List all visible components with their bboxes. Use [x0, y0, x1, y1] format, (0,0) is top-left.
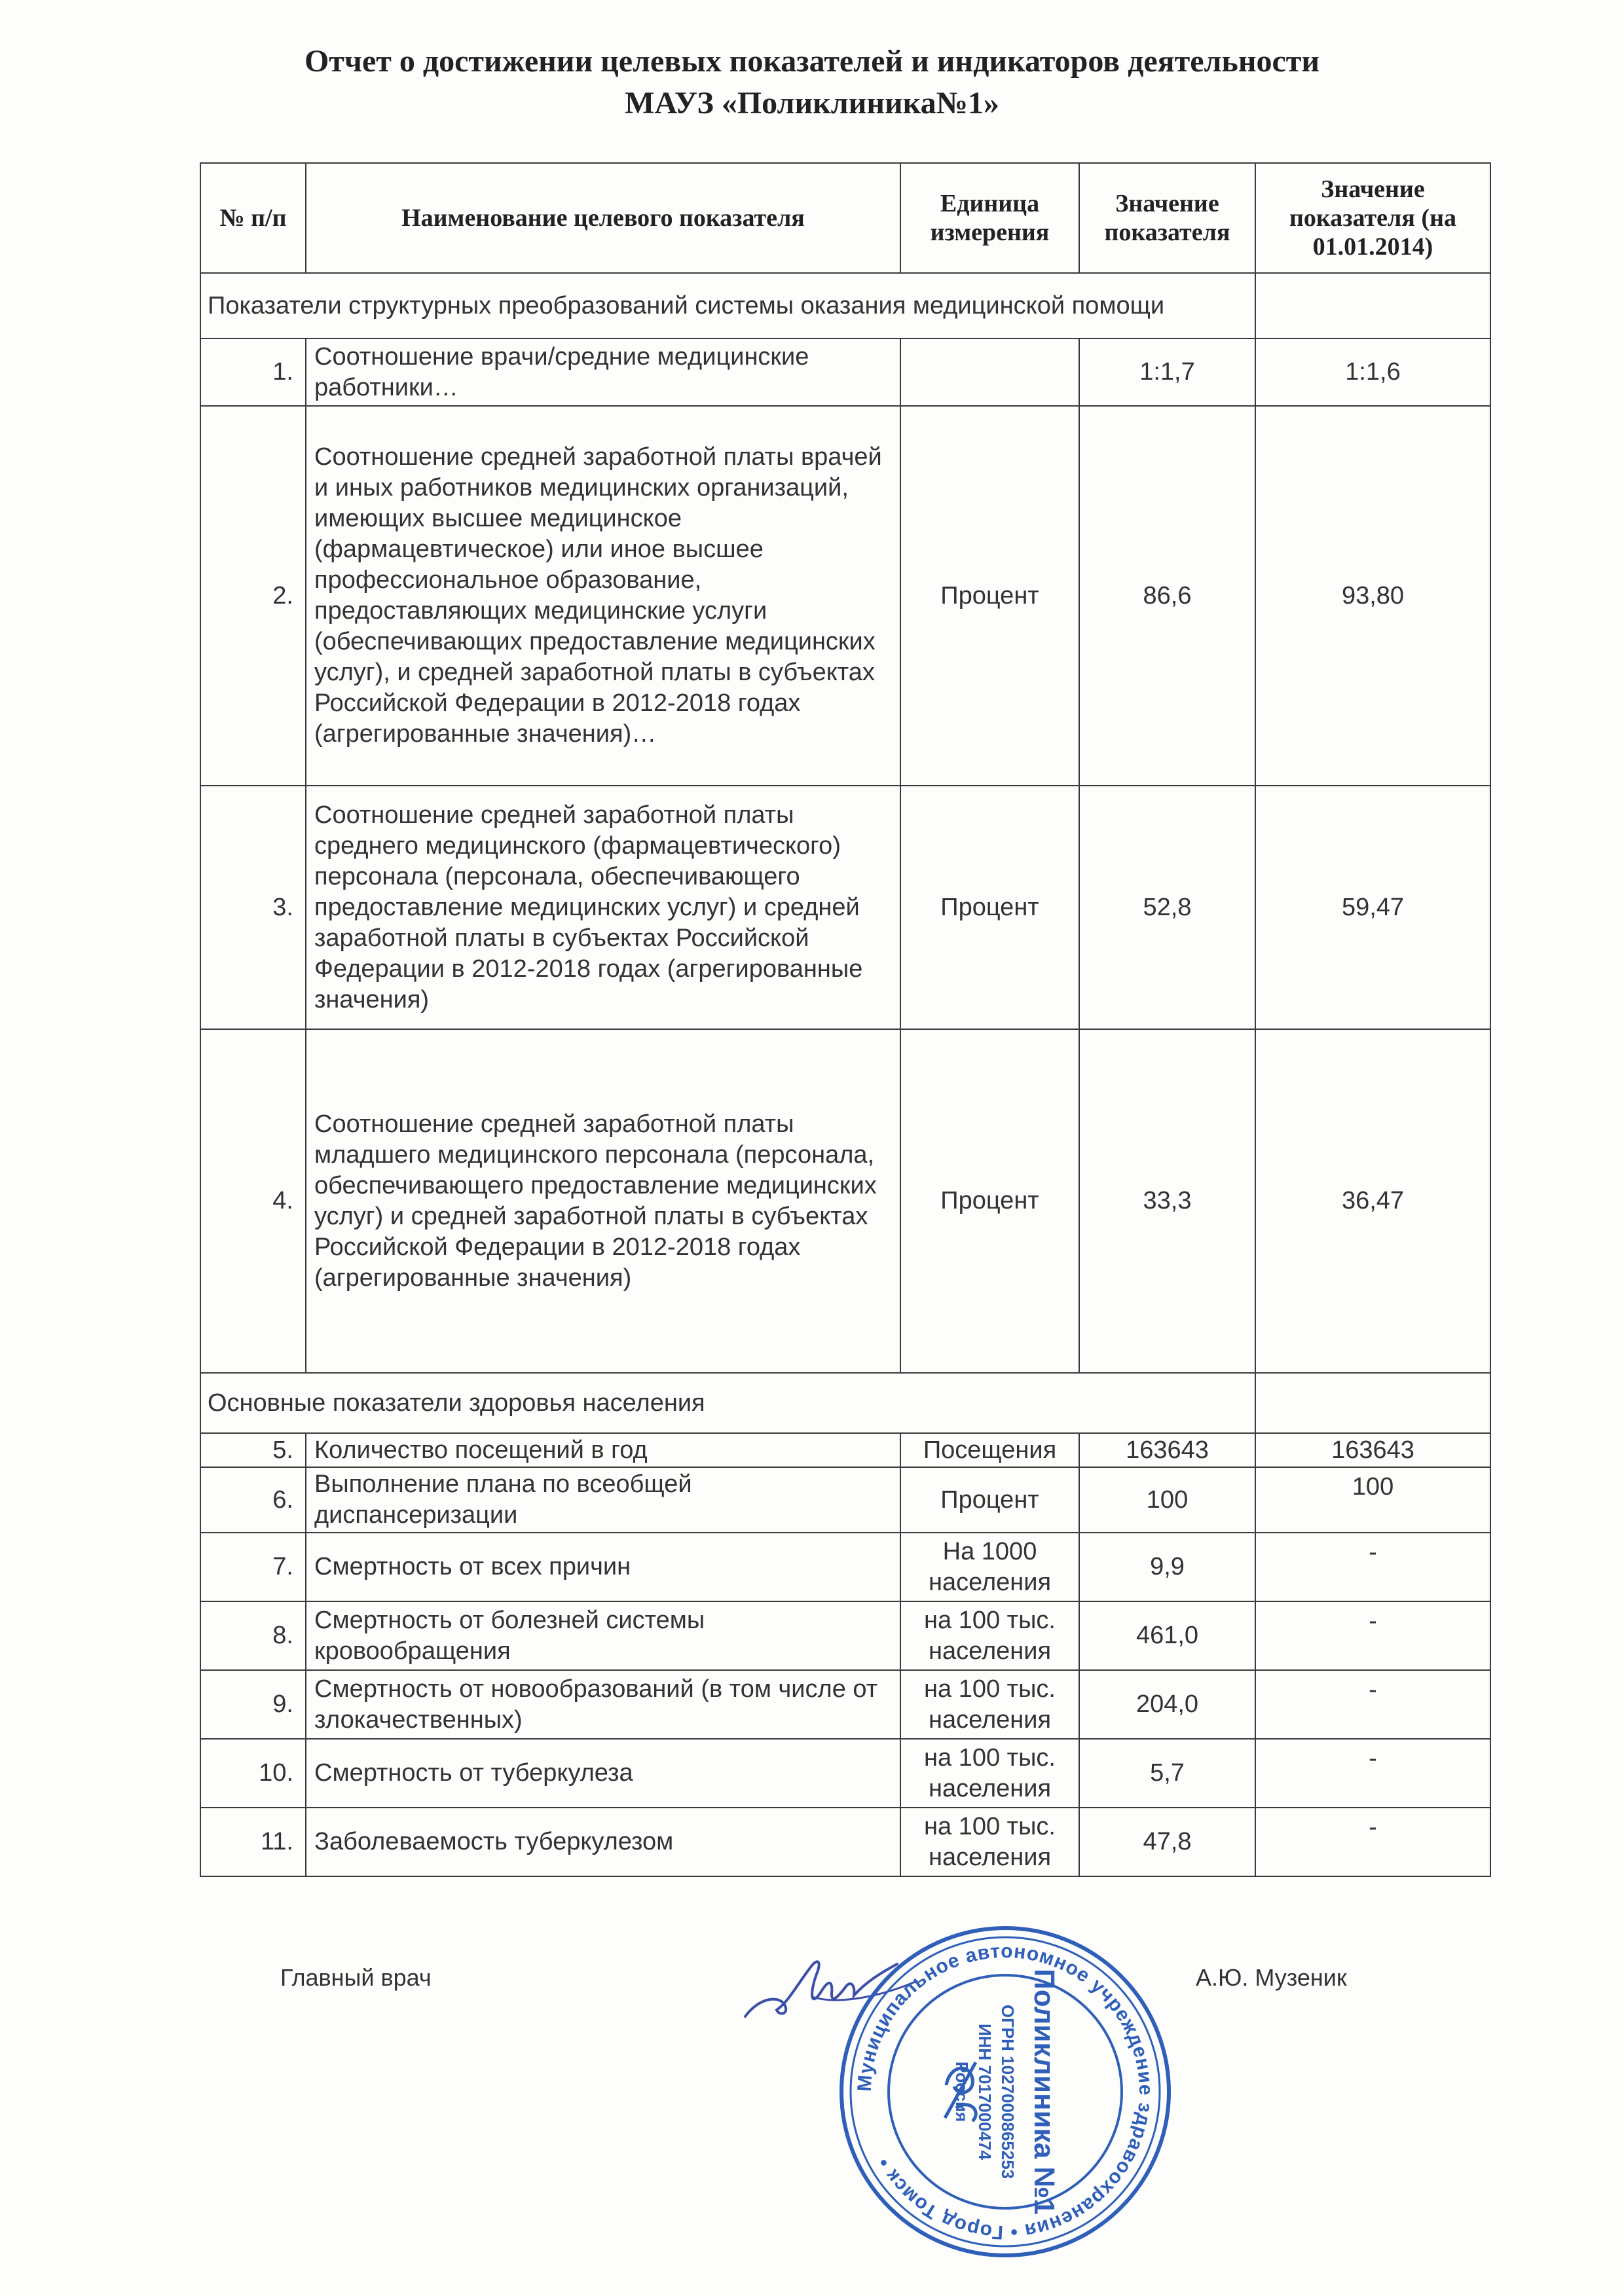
table-row: 1. Соотношение врачи/средние медицинские работники… 1:1,7 1:1,6 — [200, 338, 1490, 406]
table-row: 9. Смертность от новообразований (в том числе от злокачественных) на 100 тыс. населения 204,0 - — [200, 1670, 1490, 1739]
title-line-2: МАУЗ «Поликлиника№1» — [625, 86, 999, 120]
section-title: Основные показатели здоровья населения — [200, 1373, 1255, 1433]
header-name: Наименование целевого показателя — [306, 163, 900, 273]
table-row: 10. Смертность от туберкулеза на 100 тыс. населения 5,7 - — [200, 1739, 1490, 1808]
title-line-1: Отчет о достижении целевых показателей и индикаторов деятельности — [304, 44, 1320, 79]
stamp-inn: ИНН 7017000474 — [975, 2023, 995, 2160]
svg-text:Муниципальное автономное учреж: Муниципальное автономное учреждение здравоохранения • Город Томск • — [853, 1940, 1157, 2244]
official-stamp — [835, 1922, 1175, 2262]
table-header-row — [200, 163, 1490, 273]
table-row: 11. Заболеваемость туберкулезом на 100 тыс. населения 47,8 - — [200, 1808, 1490, 1876]
table-row: 6. Выполнение плана по всеобщей диспансеризации Процент 100 100 — [200, 1467, 1490, 1533]
stamp-ogrn: ОГРН 1027000865253 — [998, 2004, 1018, 2179]
header-num: № п/п — [200, 163, 306, 273]
stamp-title: Поликлиника №1 — [1028, 1969, 1060, 2215]
table-row: 4. Соотношение средней заработной платы младшего медицинского персонала (персонала, обеспечивающего предоставление медицинских услуг) и средней заработной платы в субъектах Российской Федерации в 2012-2018 годах (агрегированные значения) Процент 33,3 36,47 — [200, 1029, 1490, 1373]
table-row: 2. Соотношение средней заработной платы врачей и иных работников медицинских организаций, имеющих высшее медицинское (фармацевтическое) или иное высшее профессиональное образование, предоставляющих медицинские услуги (обеспечивающих предоставление медицинских услуг), и средней заработной платы в субъектах Российской Федерации в 2012-2018 годах (агрегированные значения)… Процент 86,6 93,80 — [200, 406, 1490, 786]
table-row: 8. Смертность от болезней системы кровообращения на 100 тыс. населения 461,0 - — [200, 1601, 1490, 1670]
section-title: Показатели структурных преобразований системы оказания медицинской помощи — [200, 273, 1255, 338]
header-unit: Единица измерения — [900, 163, 1079, 273]
table-row: 3. Соотношение средней заработной платы среднего медицинского (фармацевтического) персонала (персонала, обеспечивающего предоставление медицинских услуг) и средней заработной платы в субъектах Российской Федерации в 2012-2018 годах (агрегированные значения) Процент 52,8 59,47 — [200, 786, 1490, 1029]
signer-position: Главный врач — [280, 1964, 432, 1991]
signer-name: А.Ю. Музеник — [1196, 1964, 1347, 1991]
stamp-country: Россия — [952, 2061, 972, 2123]
header-value: Значение показателя — [1079, 163, 1255, 273]
section-row-structural — [200, 273, 1490, 338]
header-value-2014: Значение показателя (на 01.01.2014) — [1255, 163, 1490, 273]
document-title — [0, 41, 1624, 124]
section-row-health — [200, 1373, 1490, 1433]
indicators-table — [200, 162, 1491, 1877]
table-row: 7. Смертность от всех причин На 1000 населения 9,9 - — [200, 1533, 1490, 1601]
table-row: 5. Количество посещений в год Посещения 163643 163643 — [200, 1433, 1490, 1467]
